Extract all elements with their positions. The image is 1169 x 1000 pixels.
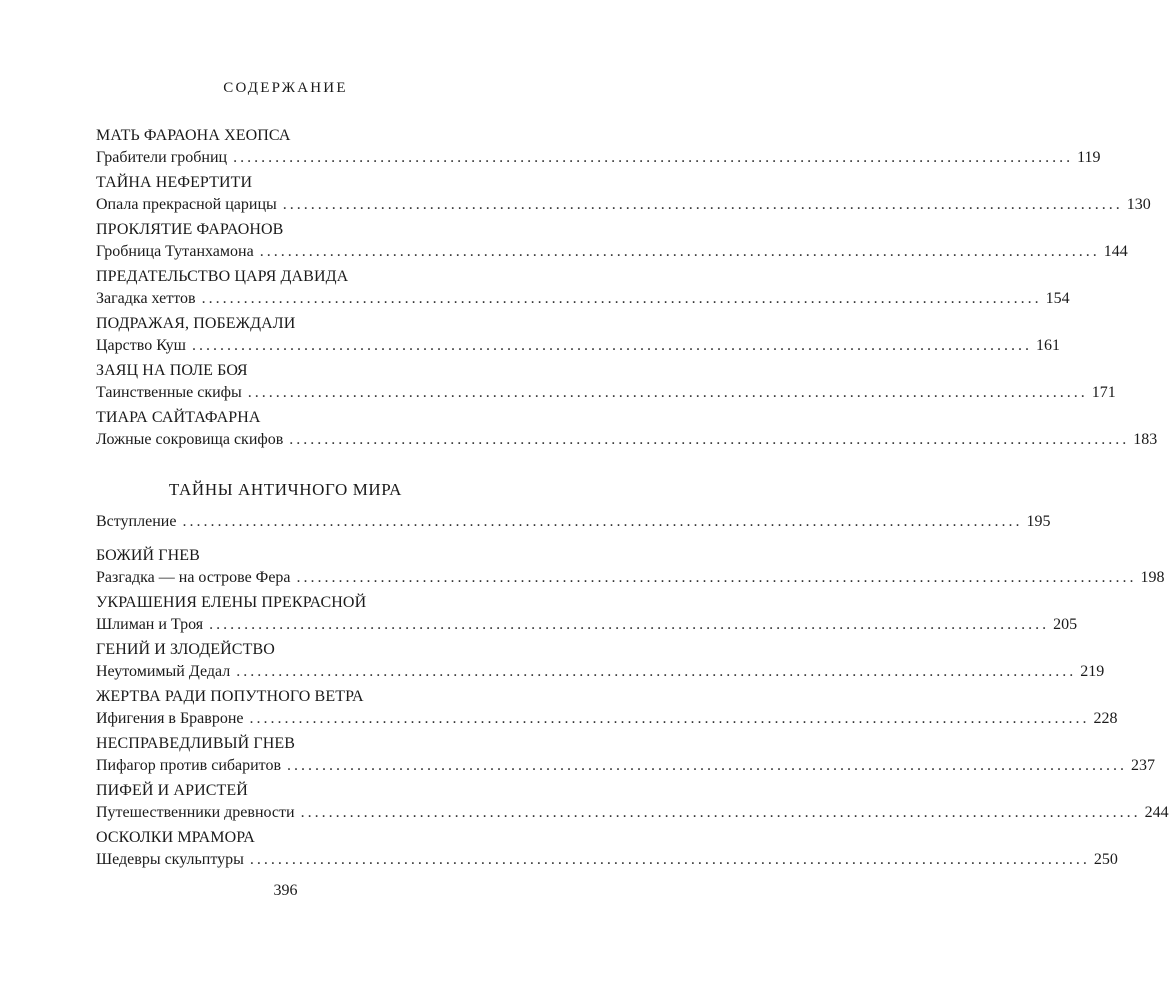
entry-page-number: 130 [1126, 196, 1151, 213]
entry-title: МАТЬ ФАРАОНА ХЕОПСА [96, 127, 291, 144]
entry-line [96, 755, 1156, 777]
dot-leader: ........................................................................................................................ [209, 616, 1050, 633]
entry-title: ГЕНИЙ И ЗЛОДЕЙСТВО [96, 641, 275, 658]
entry-line [96, 661, 1105, 683]
entry-title: ЗАЯЦ НА ПОЛЕ БОЯ [96, 362, 248, 379]
dot-leader: ........................................................................................................................ [296, 569, 1137, 586]
entry-subtitle: Царство Куш [96, 337, 186, 354]
dot-leader: ........................................................................................................................ [249, 710, 1090, 727]
entry-line [96, 511, 1051, 533]
entry-line [96, 194, 1151, 216]
entry-title: НЕСПРАВЕДЛИВЫЙ ГНЕВ [96, 735, 296, 752]
toc-entry [96, 592, 1078, 636]
entry-subtitle: Неутомимый Дедал [96, 663, 231, 680]
dot-leader: ........................................................................................................................ [182, 513, 1023, 530]
entry-page-number: 154 [1045, 290, 1070, 307]
contents-heading: СОДЕРЖАНИЕ [223, 80, 348, 96]
dot-leader: ........................................................................................................................ [259, 243, 1100, 260]
entry-subtitle: Пифагор против сибаритов [96, 757, 282, 774]
toc-entry [96, 407, 1158, 451]
entry-title: ПИФЕЙ И АРИСТЕЙ [96, 782, 248, 799]
entry-title: БОЖИЙ ГНЕВ [96, 547, 200, 564]
entry-subtitle: Разгадка — на острове Фера [96, 569, 291, 586]
entry-subtitle: Гробница Тутанхамона [96, 243, 254, 260]
dot-leader: ........................................................................................................................ [233, 149, 1074, 166]
entry-page-number: 171 [1091, 384, 1116, 401]
entry-page-number: 144 [1103, 243, 1128, 260]
entry-page-number: 205 [1053, 616, 1078, 633]
entry-line [96, 429, 1158, 451]
entry-line [96, 335, 1060, 357]
entry-subtitle: Путешественники древности [96, 804, 295, 821]
page-number: 396 [273, 882, 298, 899]
dot-leader: ........................................................................................................................ [289, 431, 1130, 448]
section-title: ТАЙНЫ АНТИЧНОГО МИРА [168, 480, 403, 499]
entry-line [96, 614, 1078, 636]
entry-page-number: 237 [1131, 757, 1156, 774]
entry-page-number: 228 [1093, 710, 1118, 727]
toc-entry [96, 827, 1118, 871]
toc-entry-intro [96, 511, 1051, 533]
entry-subtitle: Ложные сокровища скифов [96, 431, 284, 448]
entry-line [96, 802, 1169, 824]
entry-title: ЖЕРТВА РАДИ ПОПУТНОГО ВЕТРА [96, 688, 364, 705]
entry-line [96, 567, 1165, 589]
entry-title: ОСКОЛКИ МРАМОРА [96, 829, 255, 846]
toc-entry [96, 686, 1118, 730]
entry-title: ТИАРА САЙТАФАРНА [96, 409, 261, 426]
toc-entry [96, 545, 1165, 589]
toc-entry [96, 313, 1060, 357]
toc-entry [96, 733, 1156, 777]
dot-leader: ........................................................................................................................ [236, 663, 1077, 680]
entry-line [96, 382, 1116, 404]
entry-title: УКРАШЕНИЯ ЕЛЕНЫ ПРЕКРАСНОЙ [96, 594, 367, 611]
dot-leader: ........................................................................................................................ [201, 290, 1042, 307]
entry-page-number: 250 [1093, 851, 1118, 868]
entry-subtitle: Опала прекрасной царицы [96, 196, 277, 213]
entry-subtitle: Вступление [96, 513, 177, 530]
toc-entry [96, 360, 1116, 404]
dot-leader: ........................................................................................................................ [300, 804, 1141, 821]
entry-subtitle: Ифигения в Бравроне [96, 710, 244, 727]
toc-entry [96, 266, 1070, 310]
entry-page-number: 161 [1035, 337, 1060, 354]
entry-subtitle: Загадка хеттов [96, 290, 196, 307]
dot-leader: ........................................................................................................................ [282, 196, 1123, 213]
entry-page-number: 195 [1026, 513, 1051, 530]
entry-page-number: 183 [1133, 431, 1158, 448]
entry-line [96, 708, 1118, 730]
entry-title: ПРОКЛЯТИЕ ФАРАОНОВ [96, 221, 284, 238]
entry-line [96, 849, 1118, 871]
dot-leader: ........................................................................................................................ [191, 337, 1032, 354]
dot-leader: ........................................................................................................................ [247, 384, 1088, 401]
entry-title: ПОДРАЖАЯ, ПОБЕЖДАЛИ [96, 315, 296, 332]
dot-leader: ........................................................................................................................ [249, 851, 1090, 868]
entry-subtitle: Шлиман и Троя [96, 616, 204, 633]
entry-page-number: 244 [1144, 804, 1169, 821]
entry-subtitle: Таинственные скифы [96, 384, 242, 401]
entry-line [96, 288, 1070, 310]
toc-entry [96, 219, 1128, 263]
entry-line [96, 241, 1128, 263]
entry-title: ТАЙНА НЕФЕРТИТИ [96, 174, 253, 191]
entry-subtitle: Грабители гробниц [96, 149, 228, 166]
dot-leader: ........................................................................................................................ [287, 757, 1128, 774]
toc-entry [96, 125, 1101, 169]
entry-page-number: 198 [1140, 569, 1165, 586]
toc-entry [96, 639, 1105, 683]
toc-entry [96, 780, 1169, 824]
toc-entry [96, 172, 1151, 216]
entry-subtitle: Шедевры скульптуры [96, 851, 244, 868]
entry-line [96, 147, 1101, 169]
entry-page-number: 119 [1077, 149, 1101, 166]
entry-title: ПРЕДАТЕЛЬСТВО ЦАРЯ ДАВИДА [96, 268, 349, 285]
entry-page-number: 219 [1080, 663, 1105, 680]
